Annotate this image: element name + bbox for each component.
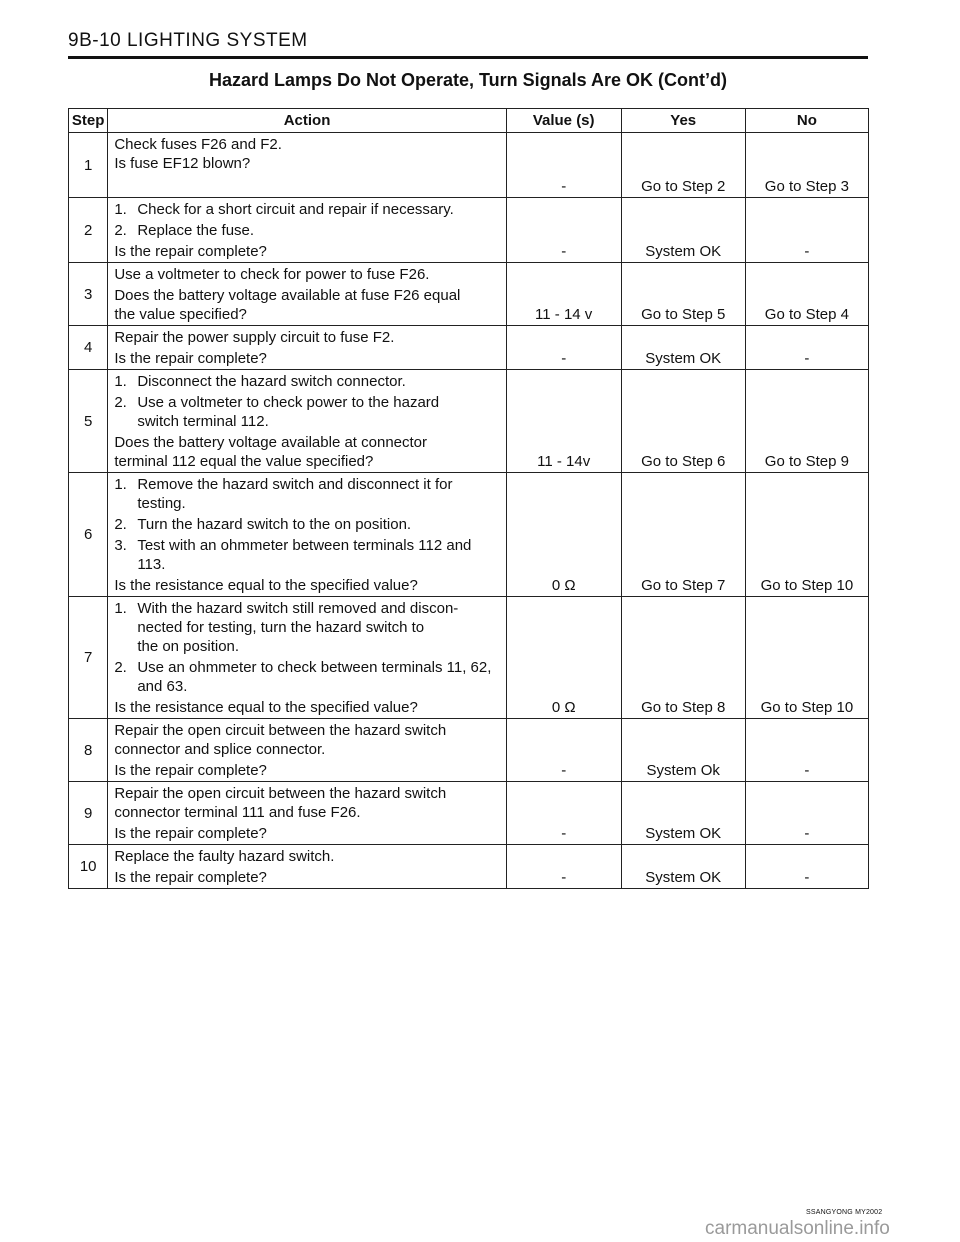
action-item <box>114 536 499 574</box>
no-cell: - <box>745 782 868 845</box>
no-cell: Go to Step 10 <box>745 597 868 719</box>
value-cell: - <box>506 198 621 263</box>
step-number: 6 <box>69 473 108 597</box>
table-row <box>69 719 869 782</box>
action-line: Check fuses F26 and F2. <box>114 136 282 153</box>
header-value: Value (s) <box>506 109 621 133</box>
step-number: 5 <box>69 370 108 473</box>
step-number: 2 <box>69 198 108 263</box>
action-cell <box>108 198 506 263</box>
item-text: Replace the fuse. <box>137 222 255 239</box>
page-header <box>68 28 868 59</box>
item-number: 2. <box>114 516 127 533</box>
action-line: Is fuse EF12 blown? <box>114 155 251 172</box>
item-number: 1. <box>114 600 127 617</box>
action-question: terminal 112 equal the value specified? <box>114 453 374 470</box>
action-line: Is the repair complete? <box>114 762 267 779</box>
action-item <box>114 658 499 696</box>
header-action: Action <box>108 109 506 133</box>
action-cell <box>108 597 506 719</box>
yes-cell: Go to Step 5 <box>621 263 745 326</box>
item-number: 1. <box>114 476 127 493</box>
item-text-line: the on position. <box>137 638 240 655</box>
table-row <box>69 597 869 719</box>
action-line: connector terminal 111 and fuse F26. <box>114 804 361 821</box>
yes-cell: Go to Step 2 <box>621 133 745 198</box>
no-cell: Go to Step 10 <box>745 473 868 597</box>
action-cell <box>108 719 506 782</box>
action-item <box>114 372 499 391</box>
step-number: 8 <box>69 719 108 782</box>
page-title: Hazard Lamps Do Not Operate, Turn Signals Are OK (Cont’d) <box>208 70 728 90</box>
value-cell: - <box>506 782 621 845</box>
value-cell: - <box>506 845 621 889</box>
action-line: Is the repair complete? <box>114 869 267 886</box>
action-cell <box>108 326 506 370</box>
no-cell: Go to Step 4 <box>745 263 868 326</box>
diagnostic-table <box>68 108 869 889</box>
action-item <box>114 475 499 513</box>
action-cell <box>108 782 506 845</box>
item-text: Test with an ohmmeter between terminals 112 and 113. <box>137 537 472 573</box>
action-item <box>114 200 499 219</box>
item-number: 2. <box>114 222 127 239</box>
watermark: carmanualsonline.info <box>705 1218 890 1239</box>
item-text: Use a voltmeter to check power to the hazard switch terminal 112. <box>137 394 440 430</box>
item-text <box>137 599 499 656</box>
yes-cell: System OK <box>621 198 745 263</box>
step-number: 1 <box>69 133 108 198</box>
no-cell: - <box>745 719 868 782</box>
table-row <box>69 263 869 326</box>
item-text: Remove the hazard switch and disconnect it for testing. <box>137 476 453 512</box>
no-cell: Go to Step 3 <box>745 133 868 198</box>
action-cell <box>108 263 506 326</box>
action-item <box>114 599 499 656</box>
yes-cell: Go to Step 7 <box>621 473 745 597</box>
header-yes: Yes <box>621 109 745 133</box>
step-number: 7 <box>69 597 108 719</box>
item-text: Disconnect the hazard switch connector. <box>137 373 406 390</box>
yes-cell: System Ok <box>621 719 745 782</box>
table-row <box>69 370 869 473</box>
action-line: Is the repair complete? <box>114 825 267 842</box>
action-question: Is the resistance equal to the specified value? <box>114 577 418 594</box>
table-row <box>69 326 869 370</box>
header-no: No <box>745 109 868 133</box>
item-number: 1. <box>114 201 127 218</box>
action-question: Is the resistance equal to the specified value? <box>114 699 418 716</box>
value-cell: 11 - 14 v <box>506 263 621 326</box>
no-cell: - <box>745 198 868 263</box>
action-cell <box>108 370 506 473</box>
action-line: Repair the open circuit between the hazard switch <box>114 722 447 739</box>
step-number: 4 <box>69 326 108 370</box>
action-line: Repair the power supply circuit to fuse F2. <box>114 329 395 346</box>
item-number: 3. <box>114 537 127 554</box>
item-number: 2. <box>114 394 127 411</box>
value-cell: - <box>506 326 621 370</box>
action-line: Is the repair complete? <box>114 350 267 367</box>
action-item <box>114 515 499 534</box>
step-number: 10 <box>69 845 108 889</box>
no-cell: - <box>745 326 868 370</box>
action-cell <box>108 473 506 597</box>
value-cell: 11 - 14v <box>506 370 621 473</box>
yes-cell: Go to Step 8 <box>621 597 745 719</box>
action-question: Is the repair complete? <box>114 243 267 260</box>
table-row <box>69 198 869 263</box>
action-line: Repair the open circuit between the hazard switch <box>114 785 447 802</box>
no-cell: Go to Step 9 <box>745 370 868 473</box>
action-item <box>114 393 499 431</box>
table-header-row <box>69 109 869 133</box>
item-text: Check for a short circuit and repair if necessary. <box>137 201 454 218</box>
yes-cell: Go to Step 6 <box>621 370 745 473</box>
item-text-line: nected for testing, turn the hazard switch to <box>137 619 425 636</box>
action-question: Does the battery voltage available at connector <box>114 434 428 451</box>
value-cell: - <box>506 133 621 198</box>
item-text: Use an ohmmeter to check between terminals 11, 62, and 63. <box>137 659 492 695</box>
table-row <box>69 782 869 845</box>
yes-cell: System OK <box>621 782 745 845</box>
action-line: connector and splice connector. <box>114 741 326 758</box>
item-number: 1. <box>114 373 127 390</box>
action-cell <box>108 845 506 889</box>
table-row <box>69 133 869 198</box>
step-number: 3 <box>69 263 108 326</box>
page-footer: SSANGYONG MY2002 <box>806 1209 883 1216</box>
table-row <box>69 845 869 889</box>
table-row <box>69 473 869 597</box>
value-cell: 0 Ω <box>506 597 621 719</box>
action-line: Does the battery voltage available at fuse F26 equal <box>114 287 461 304</box>
header-text: 9B-10 LIGHTING SYSTEM <box>68 30 308 51</box>
action-line: Replace the faulty hazard switch. <box>114 848 335 865</box>
action-line: Use a voltmeter to check for power to fuse F26. <box>114 266 430 283</box>
action-line: the value specified? <box>114 306 247 323</box>
item-text: Turn the hazard switch to the on position. <box>137 516 412 533</box>
item-text-line: With the hazard switch still removed and discon- <box>137 600 459 617</box>
yes-cell: System OK <box>621 326 745 370</box>
step-number: 9 <box>69 782 108 845</box>
action-cell <box>108 133 506 198</box>
no-cell: - <box>745 845 868 889</box>
header-step: Step <box>69 109 108 133</box>
value-cell: 0 Ω <box>506 473 621 597</box>
action-item <box>114 221 499 240</box>
yes-cell: System OK <box>621 845 745 889</box>
item-number: 2. <box>114 659 127 676</box>
value-cell: - <box>506 719 621 782</box>
